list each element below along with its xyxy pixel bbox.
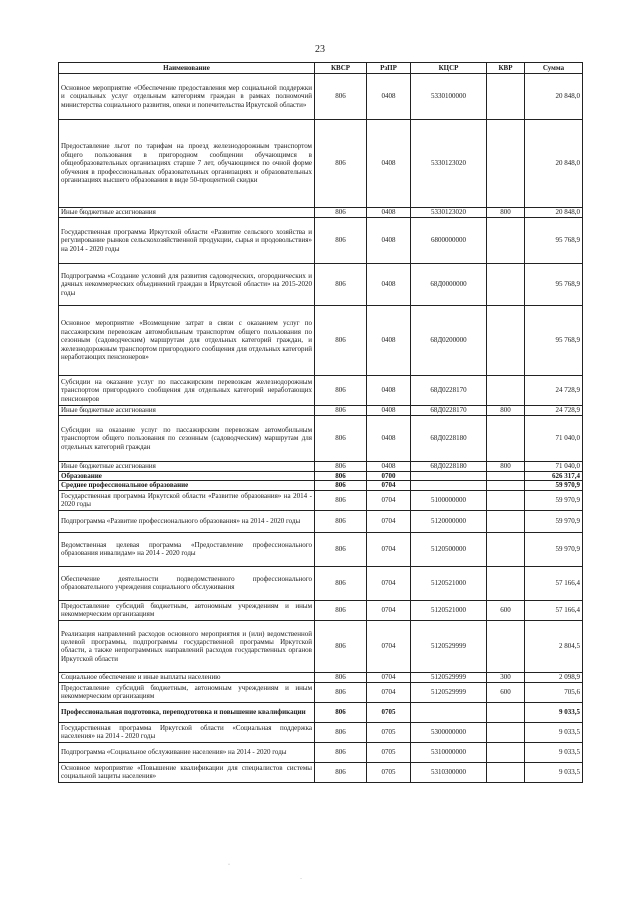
cell-sum: 24 728,9 <box>525 376 583 406</box>
cell-kvr <box>487 702 525 722</box>
margin-mark: ˙ <box>300 878 302 884</box>
cell-rzpr: 0704 <box>367 600 411 620</box>
cell-name: Иные бюджетные ассигнования <box>59 462 315 472</box>
cell-sum: 71 040,0 <box>525 416 583 462</box>
table-row <box>59 416 583 462</box>
table-row <box>59 406 583 416</box>
cell-kvr <box>487 762 525 782</box>
cell-kcsr: 68Д0228170 <box>411 376 487 406</box>
cell-rzpr: 0704 <box>367 672 411 682</box>
cell-rzpr: 0408 <box>367 74 411 120</box>
cell-kvsr: 806 <box>315 416 367 462</box>
cell-kcsr: 6800000000 <box>411 218 487 264</box>
cell-rzpr: 0704 <box>367 566 411 600</box>
cell-name: Профессиональная подготовка, переподготовка и повышение квалификации <box>59 702 315 722</box>
cell-kvsr: 806 <box>315 682 367 702</box>
cell-kvsr: 806 <box>315 702 367 722</box>
cell-name: Субсидии на оказание услуг по пассажирским перевозкам автомобильным транспортом общего пользования по сезонным (садоводческим) маршрутам для отдельных категорий граждан <box>59 416 315 462</box>
cell-kvr <box>487 376 525 406</box>
cell-kvr <box>487 218 525 264</box>
cell-rzpr: 0700 <box>367 472 411 481</box>
table-row <box>59 762 583 782</box>
cell-name: Ведомственная целевая программа «Предоставление профессионального образования инвалидам» на 2014 - 2020 годы <box>59 532 315 566</box>
cell-kcsr: 5300000000 <box>411 722 487 742</box>
cell-kvsr: 806 <box>315 566 367 600</box>
cell-kcsr: 5330100000 <box>411 74 487 120</box>
table-row <box>59 742 583 762</box>
cell-kcsr: 5120529999 <box>411 672 487 682</box>
cell-sum: 57 166,4 <box>525 600 583 620</box>
cell-rzpr: 0408 <box>367 416 411 462</box>
cell-name: Субсидии на оказание услуг по пассажирским перевозкам железнодорожным транспортом пригородного сообщения для отдельных категорий неработающих пенсионеров <box>59 376 315 406</box>
cell-name: Среднее профессиональное образование <box>59 481 315 490</box>
table-row <box>59 306 583 376</box>
table-row <box>59 532 583 566</box>
page-number: 23 <box>315 44 325 55</box>
cell-kvr <box>487 472 525 481</box>
cell-kvsr: 806 <box>315 264 367 306</box>
table-row <box>59 120 583 208</box>
cell-kcsr <box>411 481 487 490</box>
margin-mark: · <box>228 862 230 868</box>
table-body <box>59 74 583 783</box>
cell-kcsr: 5120521000 <box>411 600 487 620</box>
cell-kvsr: 806 <box>315 376 367 406</box>
table-row <box>59 376 583 406</box>
cell-kvr: 300 <box>487 672 525 682</box>
table-row <box>59 510 583 532</box>
cell-name: Государственная программа Иркутской области «Социальная поддержка населения» на 2014 - 2020 годы <box>59 722 315 742</box>
table-row <box>59 208 583 218</box>
cell-kvsr: 806 <box>315 742 367 762</box>
cell-kvsr: 806 <box>315 208 367 218</box>
cell-kvr <box>487 510 525 532</box>
table-header-row <box>59 63 583 74</box>
cell-kvr <box>487 742 525 762</box>
cell-kcsr <box>411 472 487 481</box>
cell-name: Образование <box>59 472 315 481</box>
table-row <box>59 620 583 672</box>
cell-sum: 95 768,9 <box>525 218 583 264</box>
cell-name: Подпрограмма «Развитие профессионального образования» на 2014 - 2020 годы <box>59 510 315 532</box>
cell-kvr: 800 <box>487 406 525 416</box>
cell-kvsr: 806 <box>315 218 367 264</box>
cell-sum: 95 768,9 <box>525 264 583 306</box>
cell-kvsr: 806 <box>315 472 367 481</box>
cell-kcsr: 5100000000 <box>411 490 487 510</box>
cell-kvr <box>487 120 525 208</box>
cell-name: Предоставление субсидий бюджетным, автономным учреждениям и иным некоммерческим организациям <box>59 682 315 702</box>
cell-name: Основное мероприятие «Повышение квалификации для специалистов системы социальной защиты населения» <box>59 762 315 782</box>
cell-sum: 705,6 <box>525 682 583 702</box>
cell-sum: 59 970,9 <box>525 481 583 490</box>
cell-name: Иные бюджетные ассигнования <box>59 406 315 416</box>
cell-kvsr: 806 <box>315 490 367 510</box>
cell-kcsr: 5330123020 <box>411 208 487 218</box>
cell-name: Основное мероприятие «Обеспечение предоставления мер социальной поддержки и социальных услуг отдельным категориям граждан в рамках полномочий министерства социального развития, опеки и попечительства Иркутской области» <box>59 74 315 120</box>
cell-sum: 9 033,5 <box>525 742 583 762</box>
cell-rzpr: 0704 <box>367 481 411 490</box>
cell-kvsr: 806 <box>315 306 367 376</box>
cell-rzpr: 0408 <box>367 264 411 306</box>
header-kcsr: КЦСР <box>411 63 487 74</box>
header-sum: Сумма <box>525 63 583 74</box>
cell-sum: 59 970,9 <box>525 490 583 510</box>
table-row <box>59 218 583 264</box>
header-rzpr: РзПР <box>367 63 411 74</box>
cell-rzpr: 0704 <box>367 510 411 532</box>
cell-rzpr: 0705 <box>367 742 411 762</box>
cell-sum: 20 848,0 <box>525 74 583 120</box>
cell-kvr <box>487 532 525 566</box>
cell-kcsr: 68Д0228180 <box>411 462 487 472</box>
table-row <box>59 600 583 620</box>
cell-kvr: 800 <box>487 462 525 472</box>
cell-name: Обеспечение деятельности подведомственного профессионального образовательного учреждения социального обслуживания <box>59 566 315 600</box>
cell-kvr <box>487 566 525 600</box>
cell-sum: 2 804,5 <box>525 620 583 672</box>
table-row <box>59 702 583 722</box>
cell-sum: 59 970,9 <box>525 532 583 566</box>
cell-kvsr: 806 <box>315 481 367 490</box>
cell-kcsr: 5120529999 <box>411 620 487 672</box>
cell-kvr: 800 <box>487 208 525 218</box>
cell-kvsr: 806 <box>315 462 367 472</box>
cell-sum: 71 040,0 <box>525 462 583 472</box>
cell-name: Основное мероприятие «Возмещение затрат в связи с оказанием услуг по пассажирским перевозкам автомобильным транспортом общего пользования по сезонным (садоводческим) маршрутам для отдельных категорий граждан, и железнодорожным транспортом пригородного сообщения для отдельных категорий неработающих пенсионеров» <box>59 306 315 376</box>
cell-rzpr: 0704 <box>367 532 411 566</box>
cell-kcsr: 5310000000 <box>411 742 487 762</box>
cell-rzpr: 0408 <box>367 306 411 376</box>
cell-name: Предоставление субсидий бюджетным, автономным учреждениям и иным некоммерческим организациям <box>59 600 315 620</box>
table-row <box>59 490 583 510</box>
cell-kvsr: 806 <box>315 600 367 620</box>
cell-kcsr: 5120500000 <box>411 532 487 566</box>
cell-name: Подпрограмма «Социальное обслуживание населения» на 2014 - 2020 годы <box>59 742 315 762</box>
cell-kvr <box>487 620 525 672</box>
cell-kcsr: 68Д0228180 <box>411 416 487 462</box>
header-name: Наименование <box>59 63 315 74</box>
cell-name: Государственная программа Иркутской области «Развитие сельского хозяйства и регулирование рынков сельскохозяйственной продукции, сырья и продовольствия» на 2014 - 2020 годы <box>59 218 315 264</box>
cell-sum: 59 970,9 <box>525 510 583 532</box>
table-row <box>59 481 583 490</box>
cell-sum: 9 033,5 <box>525 722 583 742</box>
cell-rzpr: 0704 <box>367 620 411 672</box>
cell-sum: 20 848,0 <box>525 208 583 218</box>
cell-kvsr: 806 <box>315 722 367 742</box>
cell-kcsr: 5310300000 <box>411 762 487 782</box>
cell-sum: 9 033,5 <box>525 702 583 722</box>
cell-kvsr: 806 <box>315 510 367 532</box>
cell-rzpr: 0705 <box>367 762 411 782</box>
cell-kvr <box>487 481 525 490</box>
cell-kvr <box>487 490 525 510</box>
cell-rzpr: 0705 <box>367 722 411 742</box>
cell-kcsr: 68Д0200000 <box>411 306 487 376</box>
cell-kcsr: 5120529999 <box>411 682 487 702</box>
cell-name: Государственная программа Иркутской области «Развитие образования» на 2014 - 2020 годы <box>59 490 315 510</box>
cell-rzpr: 0408 <box>367 462 411 472</box>
cell-sum: 24 728,9 <box>525 406 583 416</box>
cell-rzpr: 0705 <box>367 702 411 722</box>
cell-name: Иные бюджетные ассигнования <box>59 208 315 218</box>
cell-name: Предоставление льгот по тарифам на проезд железнодорожным транспортом общего пользования в пригородном сообщении обучающимся в общеобразовательных организациях старше 7 лет, обучающимся по очной форме обучения в профессиональных образовательных организациях и образовательных организациях высшего образования в виде 50-процентной скидки <box>59 120 315 208</box>
table-row <box>59 672 583 682</box>
cell-name: Социальное обеспечение и иные выплаты населению <box>59 672 315 682</box>
cell-kvr: 600 <box>487 600 525 620</box>
header-kvr: КВР <box>487 63 525 74</box>
cell-name: Подпрограмма «Создание условий для развития садоводческих, огороднических и дачных некоммерческих объединений граждан в Иркутской области» на 2015-2020 годы <box>59 264 315 306</box>
cell-rzpr: 0408 <box>367 208 411 218</box>
table-row <box>59 462 583 472</box>
cell-rzpr: 0408 <box>367 218 411 264</box>
cell-rzpr: 0408 <box>367 120 411 208</box>
cell-rzpr: 0408 <box>367 376 411 406</box>
cell-kvr: 600 <box>487 682 525 702</box>
cell-kcsr: 68Д0000000 <box>411 264 487 306</box>
table-row <box>59 472 583 481</box>
header-kvsr: КВСР <box>315 63 367 74</box>
cell-kvsr: 806 <box>315 620 367 672</box>
cell-kvsr: 806 <box>315 120 367 208</box>
cell-rzpr: 0408 <box>367 406 411 416</box>
table-row <box>59 264 583 306</box>
table-row <box>59 682 583 702</box>
cell-sum: 9 033,5 <box>525 762 583 782</box>
cell-kvsr: 806 <box>315 406 367 416</box>
cell-kvsr: 806 <box>315 532 367 566</box>
table-row <box>59 722 583 742</box>
cell-kvr <box>487 416 525 462</box>
budget-table <box>58 62 583 783</box>
cell-kvr <box>487 264 525 306</box>
cell-sum: 2 098,9 <box>525 672 583 682</box>
table-row <box>59 566 583 600</box>
cell-kcsr: 5120521000 <box>411 566 487 600</box>
cell-kcsr <box>411 702 487 722</box>
cell-sum: 95 768,9 <box>525 306 583 376</box>
cell-name: Реализация направлений расходов основного мероприятия и (или) ведомственной целевой программы, подпрограммы государственной программы Иркутской области, а также непрограммных направлений расходов государственных органов Иркутской области <box>59 620 315 672</box>
table-row <box>59 74 583 120</box>
cell-rzpr: 0704 <box>367 490 411 510</box>
cell-kcsr: 68Д0228170 <box>411 406 487 416</box>
cell-sum: 20 848,0 <box>525 120 583 208</box>
cell-kvr <box>487 74 525 120</box>
cell-kcsr: 5120000000 <box>411 510 487 532</box>
cell-kvr <box>487 722 525 742</box>
cell-kcsr: 5330123020 <box>411 120 487 208</box>
cell-kvsr: 806 <box>315 762 367 782</box>
cell-kvsr: 806 <box>315 74 367 120</box>
cell-kvsr: 806 <box>315 672 367 682</box>
cell-rzpr: 0704 <box>367 682 411 702</box>
cell-sum: 57 166,4 <box>525 566 583 600</box>
cell-sum: 626 317,4 <box>525 472 583 481</box>
cell-kvr <box>487 306 525 376</box>
